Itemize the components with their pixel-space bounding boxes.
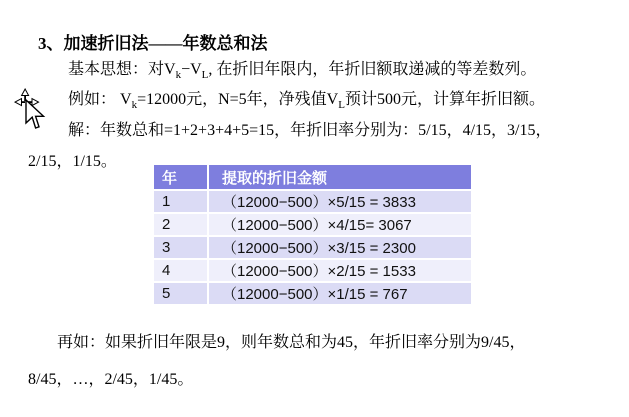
body-line-solution-wrap: 2/15，1/15。	[28, 153, 117, 170]
col-header-amount: 提取的折旧金额	[208, 164, 472, 190]
cell-amount: （12000−500）×3/15 = 2300	[208, 236, 472, 259]
table-row	[153, 259, 472, 282]
body-line-solution: 解：年数总和=1+2+3+4+5=15，年折旧率分别为：5/15，4/15，3/15，	[68, 122, 552, 139]
cell-year: 3	[153, 236, 208, 259]
text-segment: , 在折旧年限内，年折旧额取递减的等差数列。	[208, 61, 537, 78]
page-title: 3、加速折旧法——年数总和法	[38, 34, 268, 53]
subscript-L: L	[338, 99, 345, 112]
table-row	[153, 236, 472, 259]
cell-year: 4	[153, 259, 208, 282]
body-line-basic-idea	[68, 60, 536, 80]
cell-year: 2	[153, 213, 208, 236]
cell-amount: （12000−500）×5/15 = 3833	[208, 190, 472, 213]
col-header-year: 年	[153, 164, 208, 190]
cell-amount: （12000−500）×4/15= 3067	[208, 213, 472, 236]
cell-year: 5	[153, 282, 208, 305]
text-segment: 预计500元，计算年折旧额。	[344, 91, 545, 108]
footer-line-another-example: 再如：如果折旧年限是9，则年数总和为45，年折旧率分别为9/45，	[57, 334, 526, 351]
cell-amount: （12000−500）×2/15 = 1533	[208, 259, 472, 282]
move-cursor-icon	[14, 88, 50, 130]
subscript-L: L	[201, 69, 209, 82]
footer-line-another-example-wrap: 8/45，…，2/45，1/45。	[28, 371, 194, 388]
table-row	[153, 213, 472, 236]
cell-year: 1	[153, 190, 208, 213]
body-line-example	[68, 90, 545, 110]
table-row	[153, 190, 472, 213]
text-segment: −V	[181, 61, 202, 78]
text-segment: 例如： V	[68, 91, 132, 108]
cell-amount: （12000−500）×1/15 = 767	[208, 282, 472, 305]
text-segment: 基本思想：对V	[68, 61, 176, 78]
text-segment: =12000元，N=5年，净残值V	[137, 91, 339, 108]
subscript-k: k	[175, 69, 182, 82]
table-header-row	[153, 164, 472, 190]
subscript-k: k	[131, 99, 138, 112]
depreciation-table	[152, 163, 473, 306]
table-row	[153, 282, 472, 305]
